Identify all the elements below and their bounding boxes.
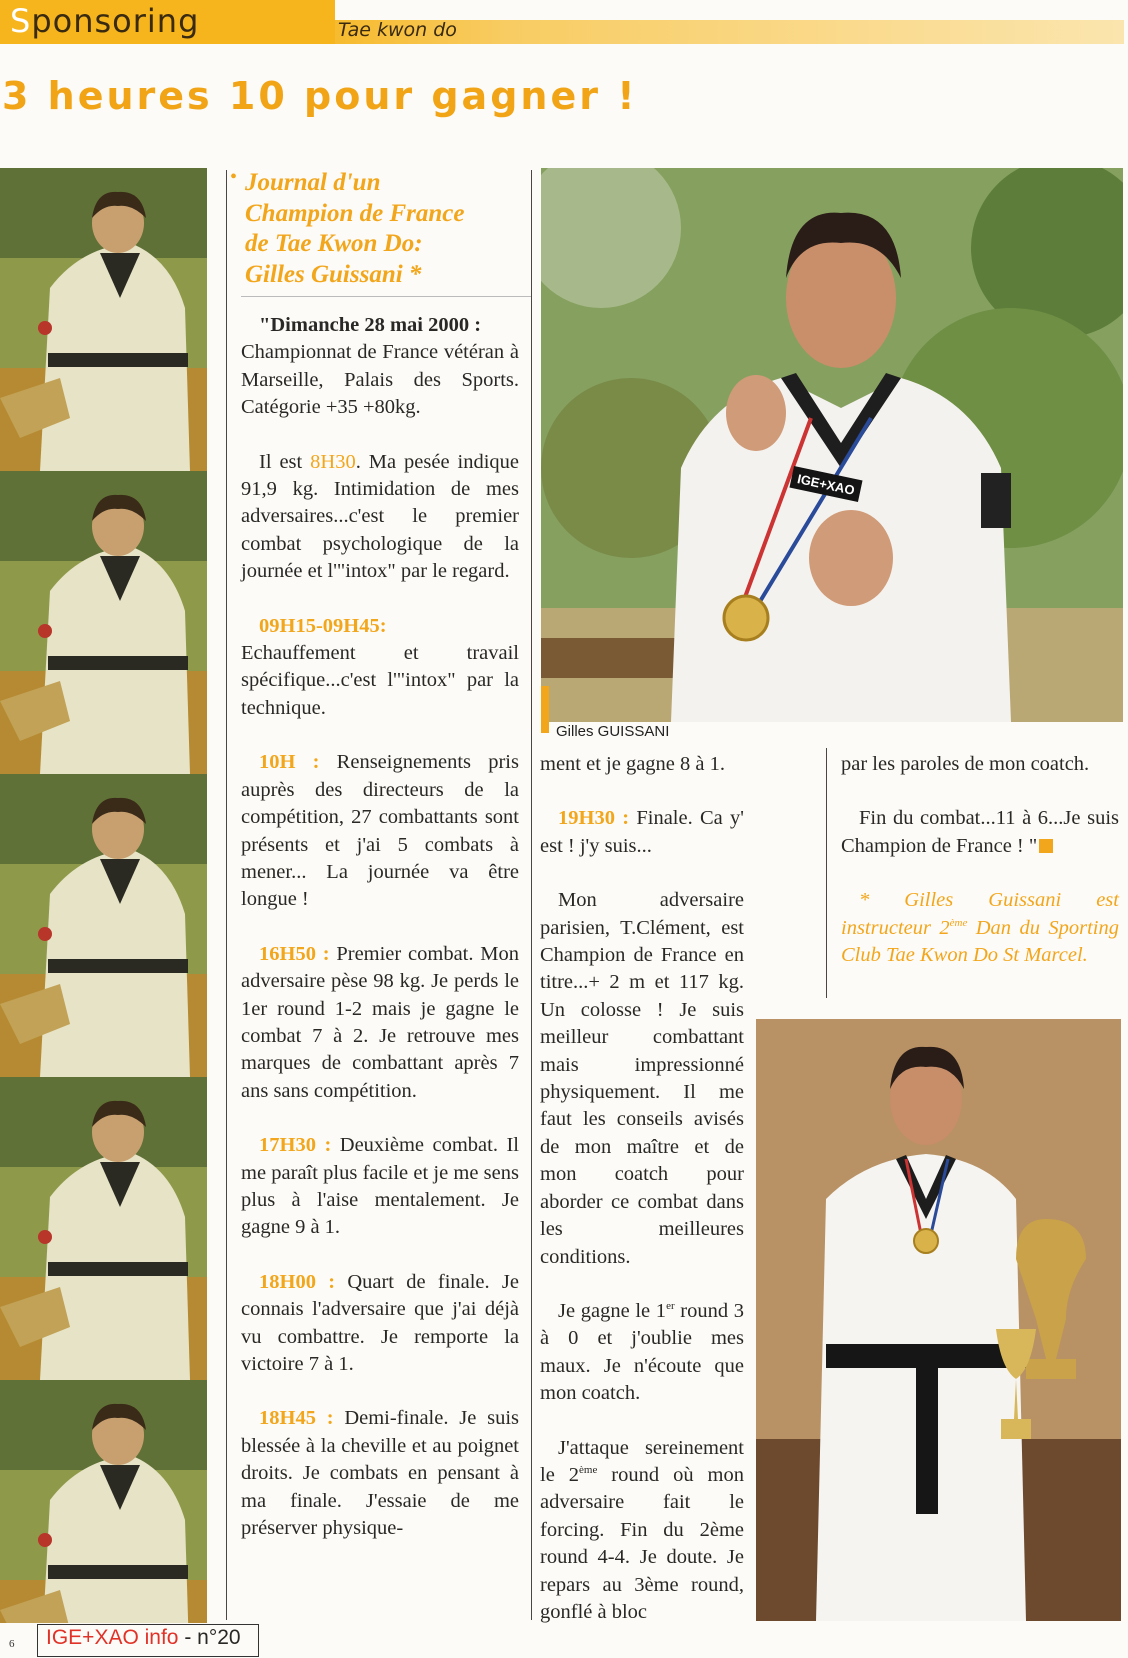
topic-label: Tae kwon do (338, 19, 457, 41)
painting-tile (0, 774, 207, 1077)
publication-name: IGE+XAO info - n°20 (46, 1626, 241, 1649)
paragraph: 19H30 : Finale. Ca y' est ! j'y suis... (540, 807, 744, 857)
paragraph: "Dimanche 28 mai 2000 : Championnat de France vétéran à Marseille, Palais des Sports. Catégorie +35 +80kg. (241, 314, 519, 419)
intro-title (245, 168, 535, 290)
paragraph: 17H30 : Deuxième combat. Il me paraît plus facile et je me sens plus à l'aise mentalement. Je gagne 9 à 1. (241, 1134, 519, 1239)
portrait-photo (541, 168, 1123, 722)
paragraph: 18H00 : Quart de finale. Je connais l'adversaire que j'ai déjà vu combattre. Je remporte la victoire 7 à 1. (241, 1270, 519, 1375)
intro-line: Champion de France (245, 199, 465, 227)
trophy-photo-art (756, 1019, 1121, 1621)
painting-tile (0, 1077, 207, 1380)
article-column-3 (841, 751, 1119, 996)
page-number: 6 (9, 1638, 15, 1650)
trophy-photo (756, 1019, 1121, 1621)
paragraph: Il est 8H30. Ma pesée indique 91,9 kg. Intimidation de mes adversaires...c'est le premier combat psychologique de la journée et l'"intox" par le regard. (241, 450, 520, 583)
end-mark-icon (1039, 839, 1053, 853)
article-column-1 (241, 312, 519, 1569)
portrait-photo-art (541, 168, 1123, 722)
author-note: * Gilles Guissani est instructeur 2ème Dan du Sporting Club Tae Kwon Do St Marcel. (841, 889, 1119, 967)
painting-tile (0, 168, 207, 471)
paragraph: Mon adversaire parisien, T.Clément, est Champion de France en titre...+ 2 m et 117 kg. Un colosse ! Je suis meilleur combattant mais impressionné physiquement. Il me faut les conseils avisés de mon maître et de mon coatch pour aborder ce combat dans les meilleures conditions. (540, 889, 744, 1268)
painting-tile (0, 471, 207, 774)
article-headline: 3 heures 10 pour gagner ! (2, 74, 638, 118)
column-rule (226, 170, 227, 1620)
section-title: Sponsoring (10, 2, 200, 40)
dobok-logo-text: IGE+XAO (795, 471, 856, 498)
paragraph: Je gagne le 1er round 3 à 0 et j'oublie mes maux. Je n'écoute que mon coatch. (540, 1299, 745, 1405)
intro-line: Gilles Guissani * (245, 260, 422, 288)
intro-divider (241, 296, 531, 297)
paragraph: Fin du combat...11 à 6...Je suis Champion de France ! " (841, 807, 1119, 857)
intro-line: Journal d'un (245, 169, 381, 196)
photo-caption: Gilles GUISSANI (556, 723, 670, 740)
paragraph: 16H50 : Premier combat. Mon adversaire pèse 98 kg. Je perds le 1er round 1-2 mais je gagne le combat 7 à 2. Je retrouve mes marques de combattant après 7 ans sans compétition. (241, 942, 519, 1102)
column-rule (531, 170, 532, 1620)
painting-tile (0, 1380, 207, 1623)
caption-bar (541, 686, 549, 733)
paragraph: ment et je gagne 8 à 1. (540, 753, 726, 775)
paragraph: par les paroles de mon coatch. (841, 753, 1090, 775)
intro-line: de Tae Kwon Do: (245, 230, 423, 257)
paragraph: 09H15-09H45: Echauffement et travail spécifique...c'est l'"intox" par la technique. (241, 614, 519, 719)
article-column-2 (540, 751, 744, 1653)
taekwondo-painting (0, 168, 207, 1623)
intro-bullet: • (230, 166, 238, 188)
paragraph: 10H : Renseignements pris auprès des directeurs de la compétition, 27 combattants sont présents et j'ai 5 combats à mener... La journée va être longue ! (241, 751, 519, 911)
paragraph: J'attaque sereinement le 2ème round où mon adversaire fait le forcing. Fin du 2ème round 4-4. Je doute. Je repars au 3ème round, gonflé à bloc (540, 1436, 744, 1623)
column-rule (826, 748, 827, 998)
paragraph: 18H45 : Demi-finale. Je suis blessée à la cheville et au poignet droits. Je combats en pensant à ma finale. J'essaie de me préserver physique- (241, 1407, 519, 1540)
decorative-painting-strip (0, 168, 207, 1623)
